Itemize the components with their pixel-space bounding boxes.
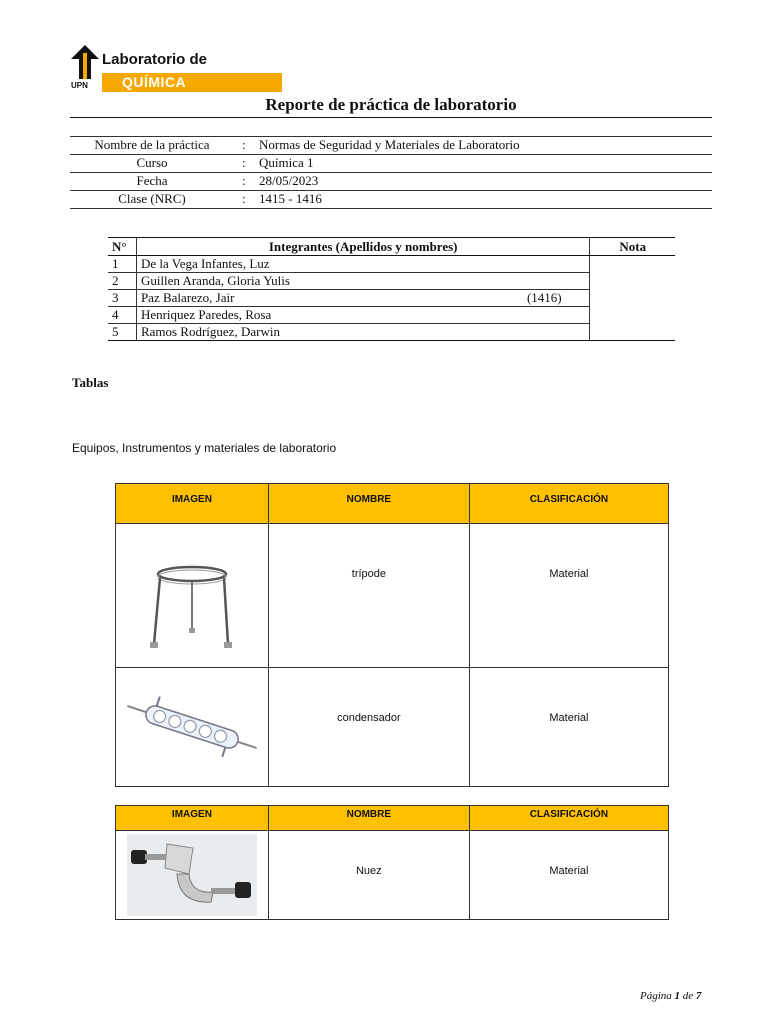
member-name-text: Henriquez Paredes, Rosa [140,307,272,322]
table-row [116,524,669,668]
table-row [116,668,669,787]
image-cell [116,831,269,920]
header-name: NOMBRE [268,806,469,831]
member-number: 5 [108,324,136,341]
name-cell [268,524,469,668]
info-row [70,154,712,172]
image-cell [116,524,269,668]
equipment-table-2 [115,805,669,920]
member-name-text: De la Vega Infantes, Luz [140,256,270,271]
equipment-classification: Material [549,865,589,877]
member-number: 2 [108,273,136,290]
header-members: Integrantes (Apellidos y nombres) [136,238,590,256]
condenser-icon [122,682,262,772]
section-heading: Tablas [72,375,109,390]
classification-cell [469,831,668,920]
member-number: 3 [108,290,136,307]
member-name [136,307,590,324]
equipment-name: condensador [337,712,401,724]
clamp-holder-icon [127,834,257,916]
member-name-text: Paz Balarezo, Jair [140,290,235,305]
equipment-header-row [116,806,669,831]
classification-cell [469,668,668,787]
info-value: Química 1 [259,155,314,170]
equipment-name: trípode [351,568,387,580]
info-row [70,172,712,190]
info-label: Curso [136,155,168,170]
classification-cell [469,524,668,668]
logo-line1: Laboratorio de [102,51,208,68]
footer-of: de [682,990,694,1002]
logo-banner [102,73,282,92]
header-grade: Nota [590,238,675,256]
info-separator: : [242,191,246,206]
member-name [136,256,590,273]
equipment-header-row [116,484,669,524]
member-name [136,324,590,341]
info-label: Nombre de la práctica [94,137,210,152]
member-nrc: (1416) [526,290,562,305]
info-separator: : [242,173,246,188]
member-name [136,290,590,307]
table-row [116,831,669,920]
header-image: IMAGEN [116,806,269,831]
equipment-table-1 [115,483,669,787]
members-table [108,237,675,341]
info-row [70,190,712,209]
member-name-text: Guillen Aranda, Gloria Yulis [140,273,290,288]
info-value: Normas de Seguridad y Materiales de Laboratorio [259,137,520,152]
members-header-row [108,238,675,256]
info-row [70,136,712,154]
equipment-classification: Material [549,568,589,580]
equipment-classification: Material [549,712,589,724]
member-number: 4 [108,307,136,324]
info-separator: : [242,155,246,170]
section-subtitle: Equipos, Instrumentos y materiales de laboratorio [72,441,337,455]
footer-prefix: Página [640,990,672,1002]
info-separator: : [242,137,246,152]
info-value: 28/05/2023 [259,173,319,188]
equipment-name: Nuez [355,865,382,877]
footer-total: 7 [695,990,702,1002]
member-name [136,273,590,290]
name-cell [268,831,469,920]
title-rule [70,117,712,118]
footer-page: 1 [674,990,681,1002]
info-label: Fecha [136,173,168,188]
lab-logo [70,45,215,93]
header-image: IMAGEN [116,484,269,524]
name-cell [268,668,469,787]
image-cell [116,668,269,787]
tripod-icon [142,552,242,662]
header-name: NOMBRE [268,484,469,524]
member-name-text: Ramos Rodríguez, Darwin [140,324,280,339]
grade-cell [590,256,675,341]
member-number: 1 [108,256,136,273]
header-number: N° [108,238,136,256]
logo-upn-text: UPN [71,81,88,90]
header-classification: CLASIFICACIÓN [469,484,668,524]
header-classification: CLASIFICACIÓN [469,806,668,831]
table-row [108,256,675,273]
document-title: Reporte de práctica de laboratorio [265,95,517,114]
page-footer [640,990,701,1002]
info-value: 1415 - 1416 [259,191,322,206]
practice-info-table [70,136,712,209]
logo-line2: QUÍMICA [122,74,187,90]
info-label: Clase (NRC) [118,191,186,206]
